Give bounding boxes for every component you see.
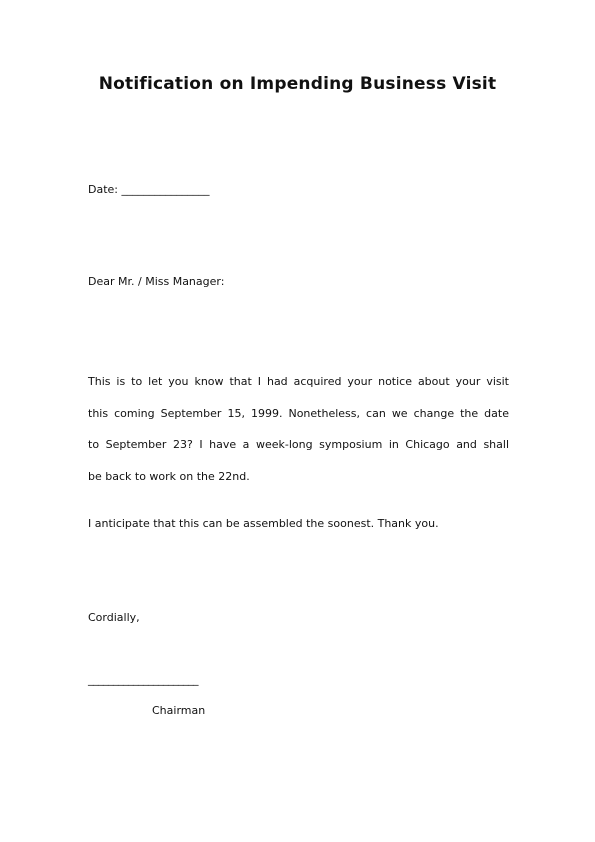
salutation: Dear Mr. / Miss Manager: (88, 275, 225, 288)
body-line: This is to let you know that I had acquired your notice about your visit (88, 375, 509, 388)
signoff: Cordially, (88, 611, 140, 624)
signer-title: Chairman (152, 704, 206, 717)
date-blank: ________________ (121, 183, 210, 196)
body-line: this coming September 15, 1999. Nonetheless, can we change the date (88, 406, 509, 420)
body-paragraph (88, 366, 509, 492)
body-line: to September 23? I have a week-long symposium in Chicago and shall (88, 438, 509, 451)
date-line (88, 183, 210, 196)
closing-paragraph: I anticipate that this can be assembled the soonest. Thank you. (88, 517, 439, 530)
date-label: Date: (88, 183, 118, 196)
document-title: Notification on Impending Business Visit (98, 74, 497, 94)
body-line: be back to work on the 22nd. (88, 469, 250, 483)
signature-line: ______________________ (88, 673, 198, 686)
